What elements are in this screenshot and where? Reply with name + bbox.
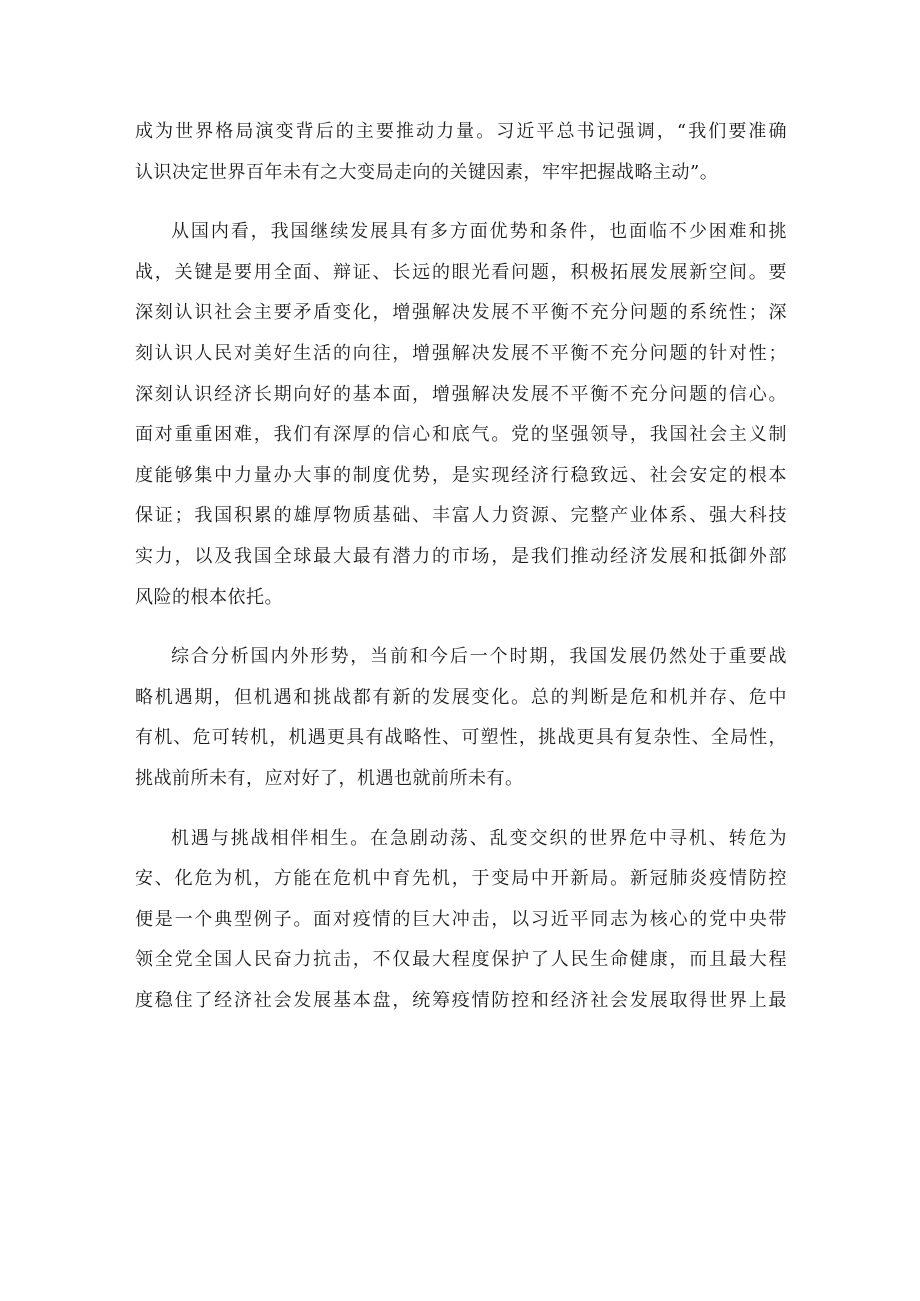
- paragraph-3: [135, 637, 787, 799]
- text-line: 机遇与挑战相伴相生。在急剧动荡、乱变交织的世界危中寻机、转危为: [171, 827, 787, 849]
- paragraph-2: [135, 212, 787, 618]
- text-line: 战，关键是要用全面、辩证、长远的眼光看问题，积极拓展发展新空间。要: [135, 261, 787, 283]
- text-line: 深刻认识经济长期向好的基本面，增强解决发展不平衡不充分问题的信心。: [135, 383, 787, 405]
- document-body: [135, 112, 787, 1021]
- text-line: 略机遇期，但机遇和挑战都有新的发展变化。总的判断是危和机并存、危中: [135, 686, 787, 708]
- text-line: 安、化危为机，方能在危机中育先机，于变局中开新局。新冠肺炎疫情防控: [135, 868, 787, 890]
- text-line: 面对重重困难，我们有深厚的信心和底气。党的坚强领导，我国社会主义制: [135, 424, 787, 446]
- paragraph-4: [135, 819, 787, 1022]
- text-line: 度能够集中力量办大事的制度优势，是实现经济行稳致远、社会安定的根本: [135, 464, 787, 486]
- text-line: 刻认识人民对美好生活的向往，增强解决发展不平衡不充分问题的针对性；: [135, 342, 787, 364]
- text-line: 保证；我国积累的雄厚物质基础、丰富人力资源、完整产业体系、强大科技: [135, 505, 787, 527]
- text-line: 领全党全国人民奋力抗击，不仅最大程度保护了人民生命健康，而且最大程: [135, 949, 787, 971]
- text-line: 从国内看，我国继续发展具有多方面优势和条件，也面临不少困难和挑: [171, 221, 787, 243]
- text-line: 便是一个典型例子。面对疫情的巨大冲击，以习近平同志为核心的党中央带: [135, 908, 787, 930]
- text-line: 实力，以及我国全球最大最有潜力的市场，是我们推动经济发展和抵御外部: [135, 545, 787, 567]
- paragraph-1: [135, 112, 787, 193]
- text-line: 有机、危可转机，机遇更具有战略性、可塑性，挑战更具有复杂性、全局性，: [135, 727, 787, 749]
- text-line: 度稳住了经济社会发展基本盘，统筹疫情防控和经济社会发展取得世界上最: [135, 989, 787, 1011]
- text-line: 成为世界格局演变背后的主要推动力量。习近平总书记强调，“我们要准确: [135, 121, 787, 142]
- text-line: 深刻认识社会主要矛盾变化，增强解决发展不平衡不充分问题的系统性；深: [135, 302, 787, 324]
- text-line: 挑战前所未有，应对好了，机遇也就前所未有。: [135, 767, 524, 789]
- text-line: 综合分析国内外形势，当前和今后一个时期，我国发展仍然处于重要战: [171, 646, 787, 668]
- text-line: 风险的根本依托。: [135, 586, 283, 608]
- text-line: 认识决定世界百年未有之大变局走向的关键因素，牢牢把握战略主动”。: [135, 161, 719, 183]
